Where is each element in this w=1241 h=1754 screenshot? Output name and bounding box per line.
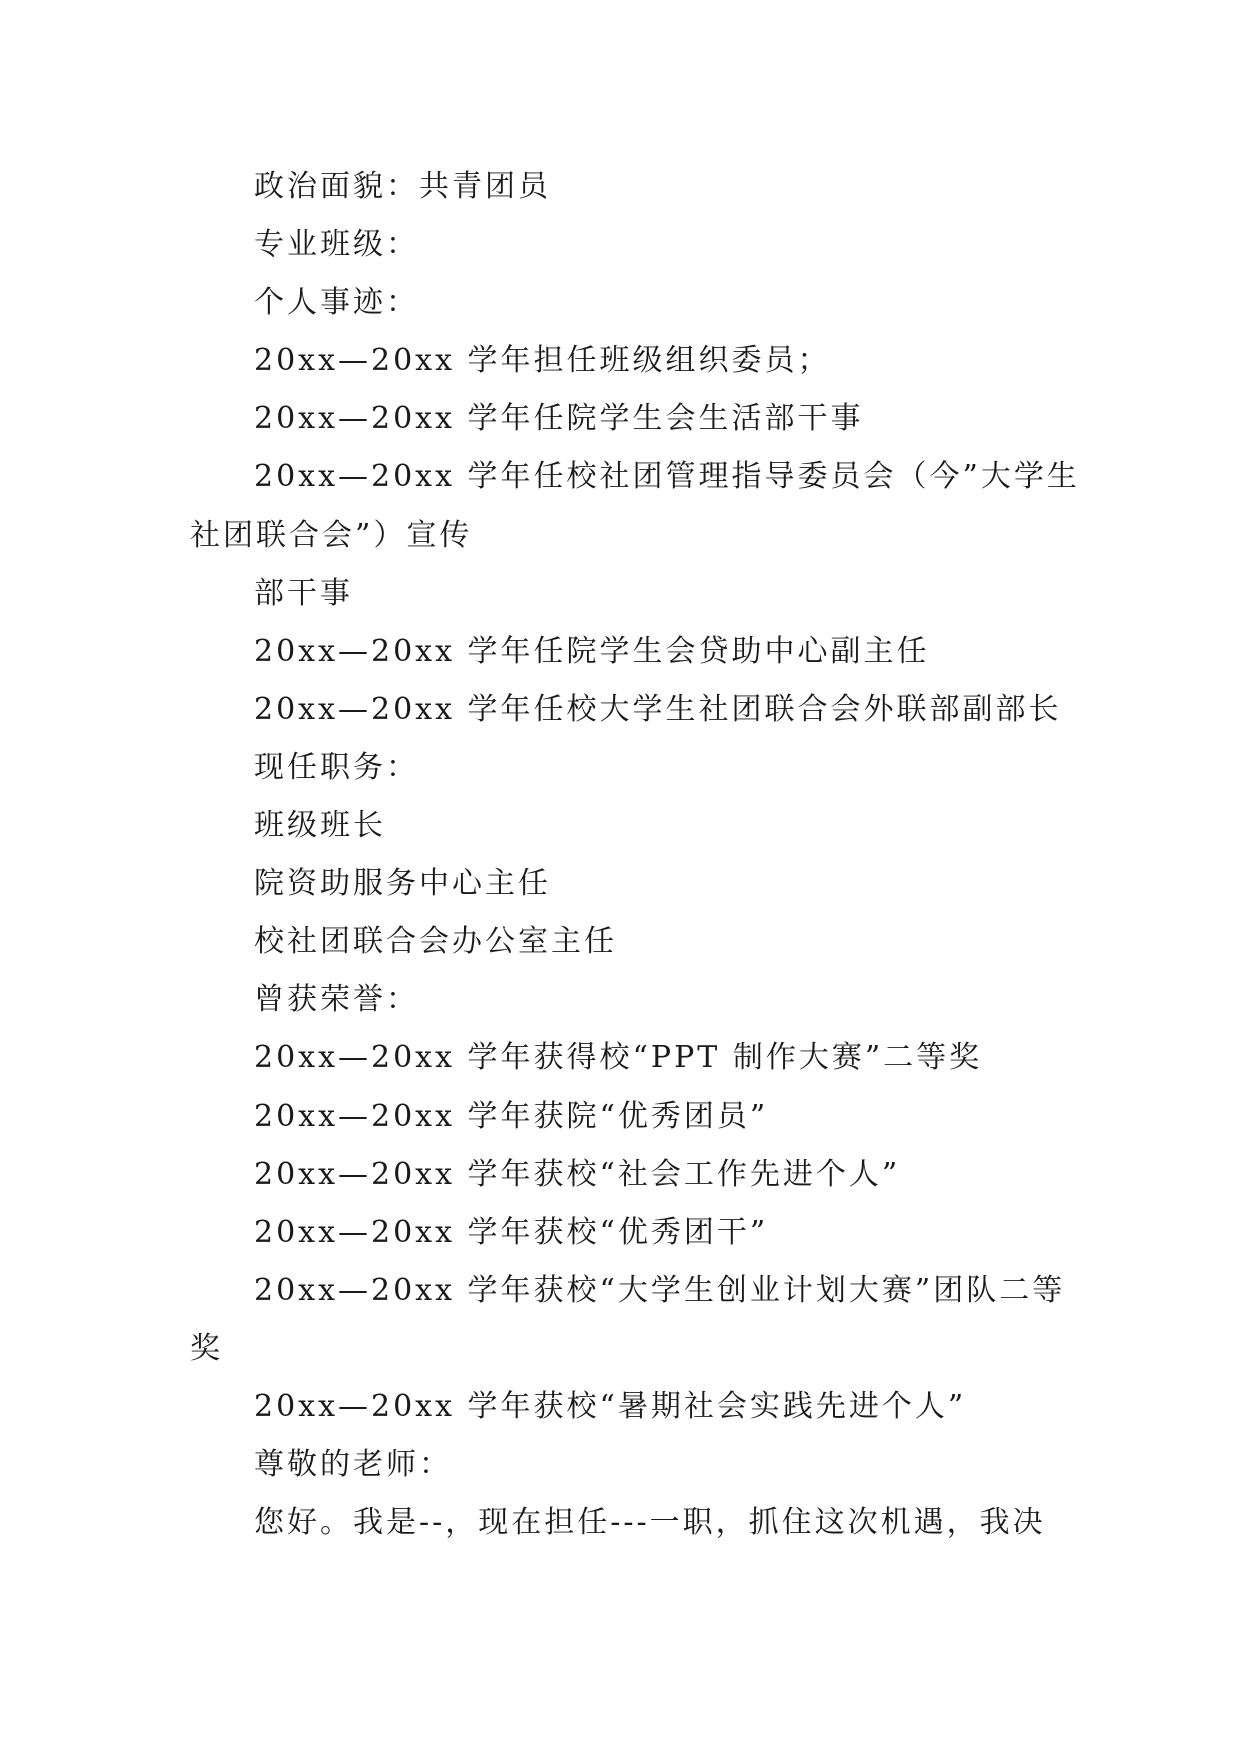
personal-record-heading: 个人事迹： (254, 285, 419, 321)
salutation-line: 尊敬的老师： (254, 1447, 452, 1483)
record-line: 20xx—20xx 学年任校社团管理指导委员会（今”大学生 (254, 459, 1080, 495)
position-line: 校社团联合会办公室主任 (254, 924, 617, 960)
record-line: 20xx—20xx 学年任校大学生社团联合会外联部副部长 (254, 691, 1062, 727)
honor-line: 20xx—20xx 学年获得校“PPT 制作大赛”二等奖 (254, 1040, 983, 1076)
honors-heading: 曾获荣誉： (254, 982, 419, 1018)
record-line-continuation: 社团联合会”）宣传 (190, 517, 473, 553)
honor-line: 20xx—20xx 学年获校“优秀团干” (254, 1214, 769, 1250)
honor-line: 20xx—20xx 学年获校“大学生创业计划大赛”团队二等 (254, 1272, 1066, 1308)
honor-line: 20xx—20xx 学年获院“优秀团员” (254, 1098, 769, 1134)
honor-line-continuation: 奖 (190, 1330, 223, 1366)
record-line: 20xx—20xx 学年任院学生会生活部干事 (254, 401, 864, 437)
current-position-heading: 现任职务： (254, 749, 419, 785)
position-line: 院资助服务中心主任 (254, 866, 551, 902)
major-class-line: 专业班级： (254, 227, 419, 263)
record-line: 部干事 (254, 575, 353, 611)
record-line: 20xx—20xx 学年任院学生会贷助中心副主任 (254, 633, 930, 669)
record-line: 20xx—20xx 学年担任班级组织委员； (254, 343, 831, 379)
document-body (190, 158, 1080, 1552)
honor-line: 20xx—20xx 学年获校“暑期社会实践先进个人” (254, 1388, 967, 1424)
letter-body-line: 您好。我是--，现在担任---一职，抓住这次机遇，我决 (254, 1505, 1046, 1541)
honor-line: 20xx—20xx 学年获校“社会工作先进个人” (254, 1156, 901, 1192)
position-line: 班级班长 (254, 808, 386, 844)
political-status-line: 政治面貌：共青团员 (254, 169, 551, 204)
